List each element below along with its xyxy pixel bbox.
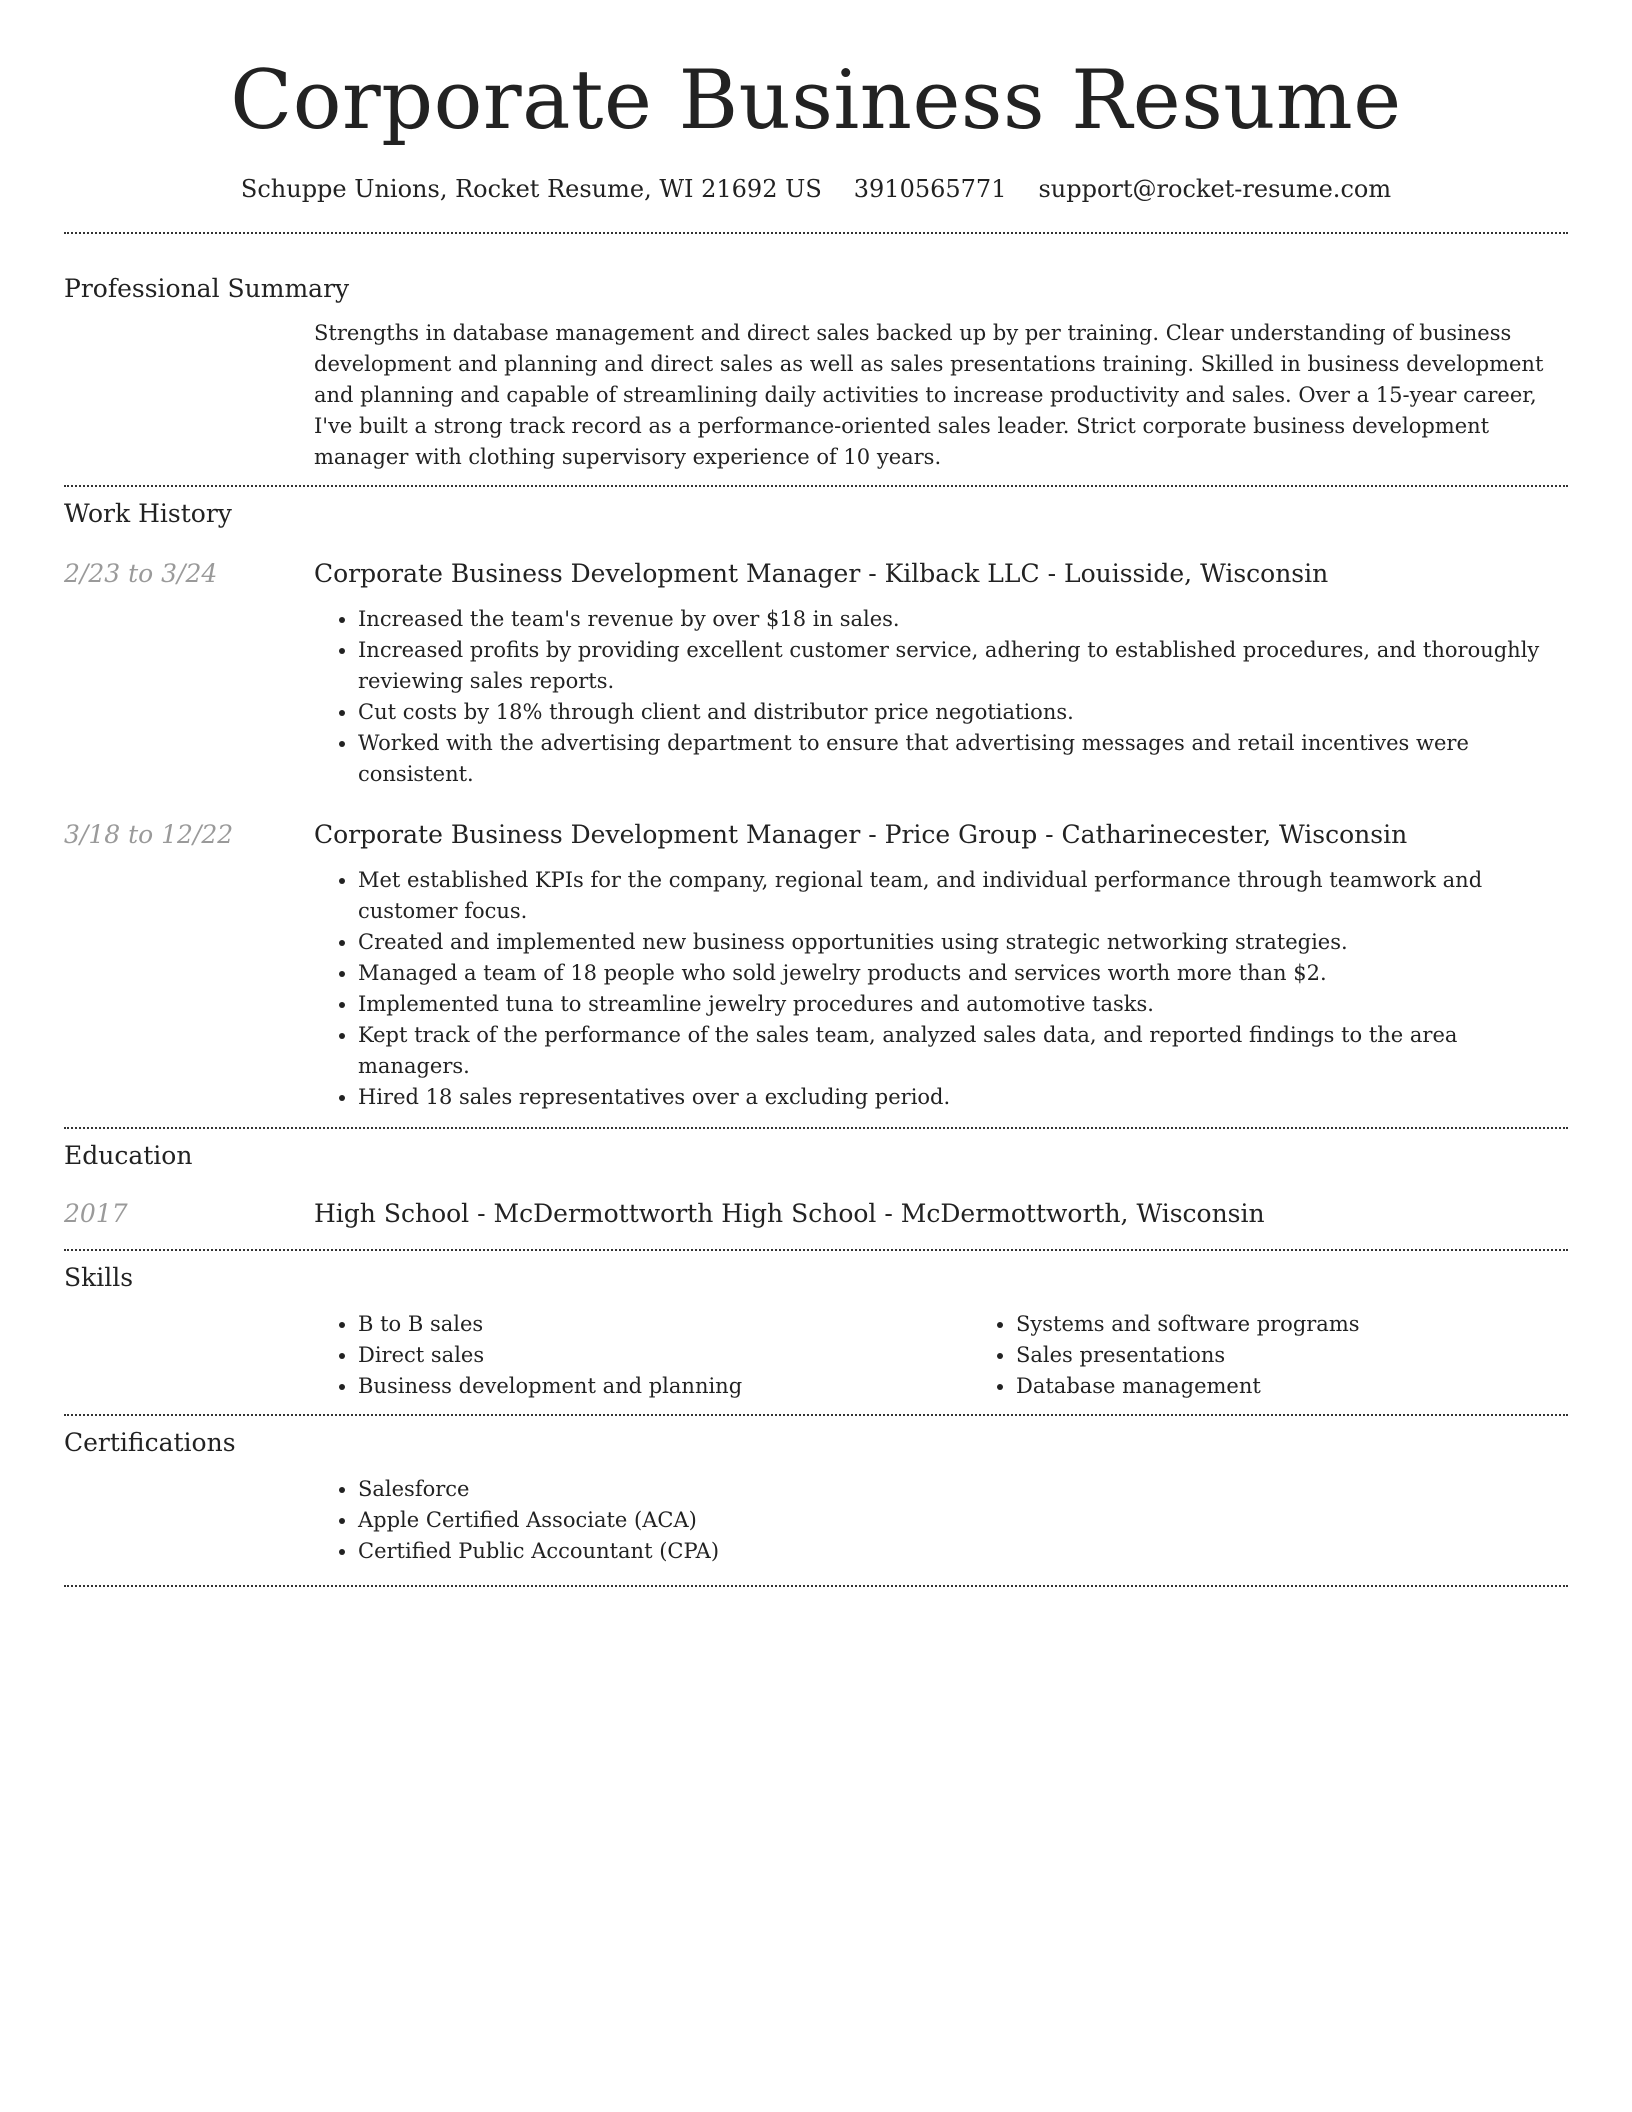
contact-line xyxy=(64,172,1568,206)
certification-item: • Salesforce xyxy=(358,1474,1552,1505)
work-history-heading: Work History xyxy=(64,499,232,528)
skills-heading: Skills xyxy=(64,1263,134,1292)
job-bullet: • Increased the team's revenue by over $18 in sales. xyxy=(358,604,1552,635)
education-entry: High School - McDermottworth High School - McDermottworth, Wisconsin xyxy=(314,1199,1265,1228)
skills-list-left xyxy=(314,1309,972,1402)
job-entry xyxy=(64,818,1568,1113)
skill-item: • Database management xyxy=(1016,1371,1630,1402)
job-bullet: • Kept track of the performance of the sales team, analyzed sales data, and reported findings to the area managers. xyxy=(358,1020,1552,1082)
job-bullet: • Cut costs by 18% through client and distributor price negotiations. xyxy=(358,697,1552,728)
job-bullet: • Worked with the advertising department to ensure that advertising messages and retail incentives were consistent. xyxy=(358,728,1552,790)
job-bullet: • Implemented tuna to streamline jewelry procedures and automotive tasks. xyxy=(358,989,1552,1020)
skill-item: • Systems and software programs xyxy=(1016,1309,1630,1340)
contact-email: support@rocket-resume.com xyxy=(1038,175,1392,203)
certifications-heading: Certifications xyxy=(64,1428,236,1457)
section-divider xyxy=(64,1414,1568,1416)
certification-item: • Apple Certified Associate (ACA) xyxy=(358,1505,1552,1536)
summary-section xyxy=(64,272,1568,473)
skills-list-right xyxy=(972,1309,1630,1402)
section-divider xyxy=(64,1249,1568,1251)
skills-section xyxy=(64,1261,1568,1402)
job-title: Corporate Business Development Manager - Price Group - Catharinecester, Wisconsin xyxy=(314,820,1408,849)
skill-item: • Business development and planning xyxy=(358,1371,972,1402)
summary-heading: Professional Summary xyxy=(64,274,350,303)
resume-page xyxy=(64,0,1568,1587)
job-bullets xyxy=(314,865,1552,1113)
certification-item: • Certified Public Accountant (CPA) xyxy=(358,1536,1552,1567)
skill-item: • Sales presentations xyxy=(1016,1340,1630,1371)
section-divider xyxy=(64,1127,1568,1129)
job-bullet: • Increased profits by providing excellent customer service, adhering to established procedures, and thoroughly reviewing sales reports. xyxy=(358,635,1552,697)
job-bullets xyxy=(314,604,1552,790)
contact-address: Schuppe Unions, Rocket Resume, WI 21692 US xyxy=(240,175,822,203)
job-bullet: • Hired 18 sales representatives over a excluding period. xyxy=(358,1082,1552,1113)
job-title: Corporate Business Development Manager - Kilback LLC - Louisside, Wisconsin xyxy=(314,559,1329,588)
skill-item: • Direct sales xyxy=(358,1340,972,1371)
education-section xyxy=(64,1139,1568,1231)
job-bullet: • Created and implemented new business opportunities using strategic networking strategies. xyxy=(358,927,1552,958)
summary-text: Strengths in database management and direct sales backed up by per training. Clear understanding of business development and planning and direct sales as well as sales presentations training. Skilled in business development and planning and capable of streamlining daily activities to increase productivity and sales. Over a 15-year career, I've built a strong track record as a performance-oriented sales leader. Strict corporate business development manager with clothing supervisory experience of 10 years. xyxy=(314,321,1544,469)
education-year: 2017 xyxy=(64,1199,128,1228)
job-bullet: • Met established KPIs for the company, regional team, and individual performance through teamwork and customer focus. xyxy=(358,865,1552,927)
job-dates: 2/23 to 3/24 xyxy=(64,559,218,588)
skill-item: • B to B sales xyxy=(358,1309,972,1340)
job-dates: 3/18 to 12/22 xyxy=(64,820,234,849)
work-history-section xyxy=(64,497,1568,1113)
section-divider xyxy=(64,485,1568,487)
certifications-section xyxy=(64,1426,1568,1567)
section-divider xyxy=(64,1585,1568,1587)
section-divider xyxy=(64,232,1568,234)
job-entry xyxy=(64,557,1568,790)
job-bullet: • Managed a team of 18 people who sold jewelry products and services worth more than $2. xyxy=(358,958,1552,989)
education-heading: Education xyxy=(64,1141,193,1170)
certifications-list xyxy=(314,1474,1552,1567)
resume-title: Corporate Business Resume xyxy=(230,54,1402,148)
contact-phone: 3910565771 xyxy=(853,175,1007,203)
